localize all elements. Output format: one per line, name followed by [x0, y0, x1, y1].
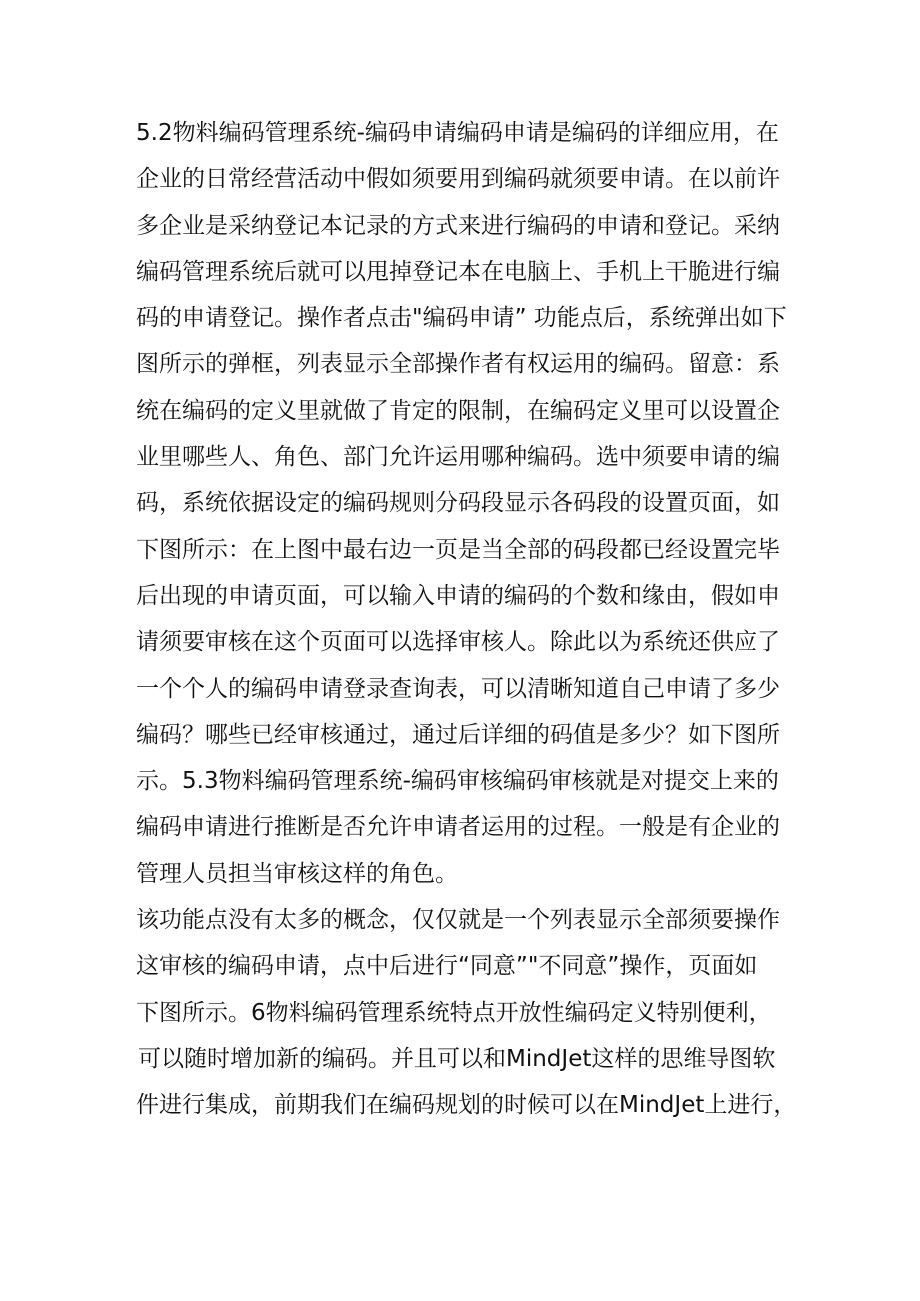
text-line: 一个个人的编码申请登录查询表，可以清晰知道自己申请了多少 — [136, 675, 780, 702]
text-line: 码的申请登记。操作者点击"编码申请” 功能点后，系统弹出如下 — [136, 305, 787, 332]
text-line: 统在编码的定义里就做了肯定的限制，在编码定义里可以设置企 — [136, 397, 780, 424]
text-line: 下图所示：在上图中最右边一页是当全部的码段都已经设置完毕 — [136, 536, 780, 563]
text-line: 示。5.3物料编码管理系统-编码审核编码审核就是对提交上来的 — [136, 768, 779, 795]
text-line: 图所示的弹框，列表显示全部操作者有权运用的编码。留意：系 — [136, 351, 780, 378]
text-line: 编码？哪些已经审核通过，通过后详细的码值是多少？如下图所 — [136, 721, 780, 748]
text-line: 编码申请进行推断是否允许申请者运用的过程。一般是有企业的 — [136, 814, 780, 841]
text-line: 件进行集成，前期我们在编码规划的时候可以在MindJet上进行， — [136, 1092, 797, 1119]
text-line: 5.2物料编码管理系统-编码申请编码申请是编码的详细应用，在 — [136, 120, 779, 146]
text-line: 多企业是采纳登记本记录的方式来进行编码的申请和登记。采纳 — [136, 212, 780, 239]
text-line: 该功能点没有太多的概念，仅仅就是一个列表显示全部须要操作 — [136, 907, 780, 934]
text-line: 请须要审核在这个页面可以选择审核人。除此以为系统还供应了 — [136, 629, 780, 656]
text-line: 后出现的申请页面，可以输入申请的编码的个数和缘由，假如申 — [136, 582, 780, 609]
text-line: 码，系统依据设定的编码规则分码段显示各码段的设置页面，如 — [136, 490, 780, 517]
text-line: 编码管理系统后就可以甩掉登记本在电脑上、手机上干脆进行编 — [136, 258, 780, 285]
body-text — [136, 110, 796, 1129]
text-line: 企业的日常经营活动中假如须要用到编码就须要申请。在以前许 — [136, 166, 780, 193]
text-line: 业里哪些人、角色、部门允许运用哪种编码。选中须要申请的编 — [136, 444, 780, 471]
text-line: 这审核的编码申请，点中后进行“同意”"不同意”操作，页面如 — [136, 953, 758, 980]
text-line: 可以随时增加新的编码。并且可以和MindJet这样的思维导图软 — [138, 1045, 776, 1072]
text-line: 下图所示。6物料编码管理系统特点开放性编码定义特别便利， — [136, 999, 772, 1026]
text-line: 管理人员担当审核这样的角色。 — [136, 860, 458, 887]
